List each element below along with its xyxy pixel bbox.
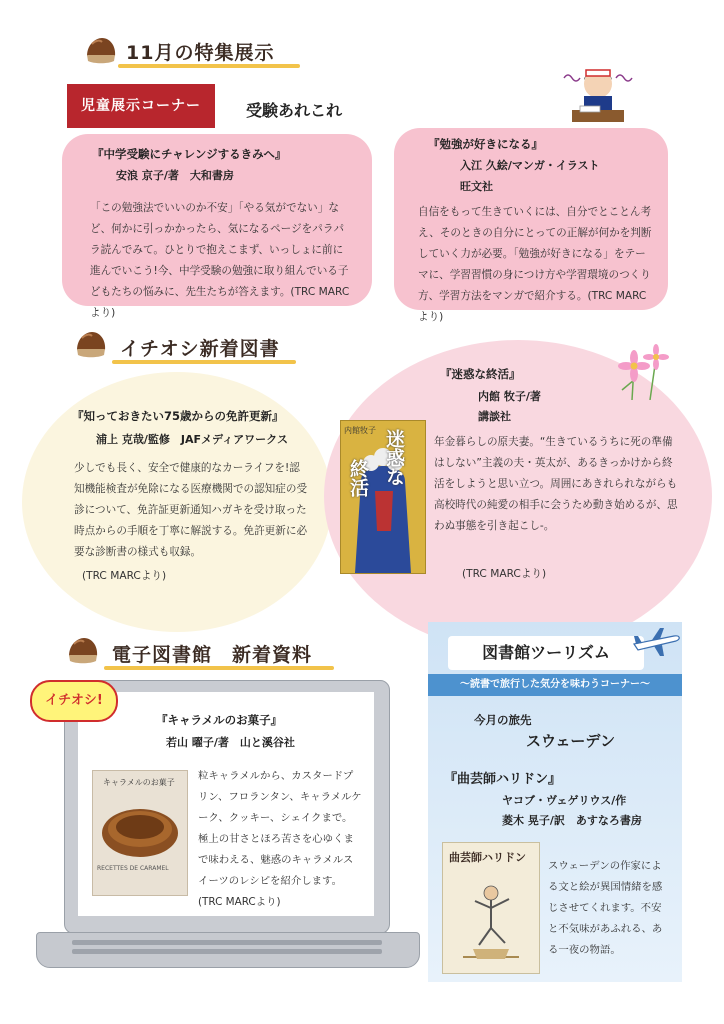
book2-author: 入江 久絵/マンガ・イラスト [460,159,600,172]
tourism-title: 図書館ツーリズム [448,636,644,670]
featured-book2-source: (TRC MARCより) [462,568,547,580]
section2-heading: イチオシ新着図書 [120,338,280,360]
book1-author: 安浪 京子/著 大和書房 [116,169,234,182]
featured-book1-source: (TRC MARCより) [82,570,167,582]
children-corner-label: 児童展示コーナー [67,84,215,128]
section1-heading: 11月の特集展示 [126,42,275,64]
ebook-author: 若山 曜子/著 山と溪谷社 [166,736,295,749]
book-cover-haridon [442,842,540,974]
featured-book1-author: 浦上 克哉/監修 JAFメディアワークス [96,433,288,446]
acrobat-image [453,873,529,965]
airplane-icon [630,624,682,658]
tourism-book-title: 『曲芸師ハリドン』 [444,772,562,787]
cover-title-a: 迷惑な [383,429,405,486]
cake-image [99,797,181,861]
heading-underline [118,64,300,68]
cover-title: キャラメルのお菓子 [103,778,175,787]
recommend-badge: イチオシ! [30,680,118,722]
tourism-description: スウェーデンの作家による文と絵が異国情緒を感じさせてくれます。不安と不気味があふれる、ある一夜の物語。 [548,860,663,956]
book1-description: 「この勉強法でいいのか不安」「やる気がでない」など、何かに引っかかったら、気になるページをパラパラ読んでみて。ひとりで抱えこまず、いっしょに前に進んでいこう!今、中学受験の勉強に取り組んでいる子どもたちの悩みに、先生たちが答えます。(TRC MARCより) [90,202,350,319]
destination-name: スウェーデン [526,732,616,750]
chestnut-icon [66,636,100,664]
featured-book2-description: 年金暮らしの原夫妻。“生きているうちに死の準備はしない”主義の夫・英太が、あるきっかけから終活をしようと思い立つ。周囲にあきれられながらも高校時代の純愛の相手に会うため動き始めるが、思わぬ事態を引き起こし-。 [434,436,678,532]
keyboard-row [72,940,382,945]
ebook-description: 粒キャラメルから、カスタードプリン、フロランタン、キャラメルケーク、クッキー、シェイクまで。極上の甘さとほろ苦さを心ゆくまで味わえる、魅惑のキャラメルスイーツのレシピを紹介します。(TRC MARCより) [198,770,362,908]
featured-book2-publisher: 講談社 [478,410,511,423]
destination-label: 今月の旅先 [474,713,532,727]
cover-english-title: RECETTES DE CARAMEL [97,865,169,872]
book2-title: 『勉強が好きになる』 [428,137,543,151]
cover-author: 内館牧子 [344,426,376,435]
book1-title: 『中学受験にチャレンジするきみへ』 [92,147,287,161]
cosmos-flower-illustration [604,336,674,400]
tourism-book-author: ヤコブ・ヴェゲリウス/作 [502,794,627,807]
chestnut-icon [74,330,108,358]
student-studying-illustration [560,60,636,130]
heading-underline [112,360,296,364]
book-cover-meiwaku [340,420,426,574]
featured-book1-description: 少しでも長く、安全で健康的なカーライフを!認知機能検査が免除になる医療機関での認知症の受診について、免許証更新通知ハガキを受け取った時点からの手順を丁寧に解説する。免許更新に必要な診断書の様式も収録。 [74,462,308,558]
tourism-book-translator: 菱木 晃子/訳 あすなろ書房 [502,814,642,827]
theme-title: 受験あれこれ [246,101,343,120]
keyboard-row [72,949,382,954]
featured-book1-title: 『知っておきたい75歳からの免許更新』 [72,409,284,423]
ebook-title: 『キャラメルのお菓子』 [156,713,283,727]
featured-book2-author: 内館 牧子/著 [478,390,541,403]
cover-title-b: 終活 [347,459,369,497]
heading-underline [104,666,334,670]
book2-description: 自信をもって生きていくには、自分でとことん考え、そのときの自分にとっての正解が何かを判断していく力が必要。「勉強が好きになる」をテーマに、学習習慣の身につけ方や学習環境のつくり方、学習方法をマンガで紹介する。(TRC MARCより) [418,206,652,323]
book2-publisher: 旺文社 [460,180,493,193]
section3-heading: 電子図書館 新着資料 [112,644,313,666]
book-cover-caramel [92,770,188,896]
chestnut-icon [84,36,118,64]
cover-title: 曲芸師ハリドン [449,851,526,864]
tourism-subtitle: ～読書で旅行した気分を味わうコーナー～ [428,674,682,696]
featured-book2-title: 『迷惑な終活』 [440,367,521,381]
